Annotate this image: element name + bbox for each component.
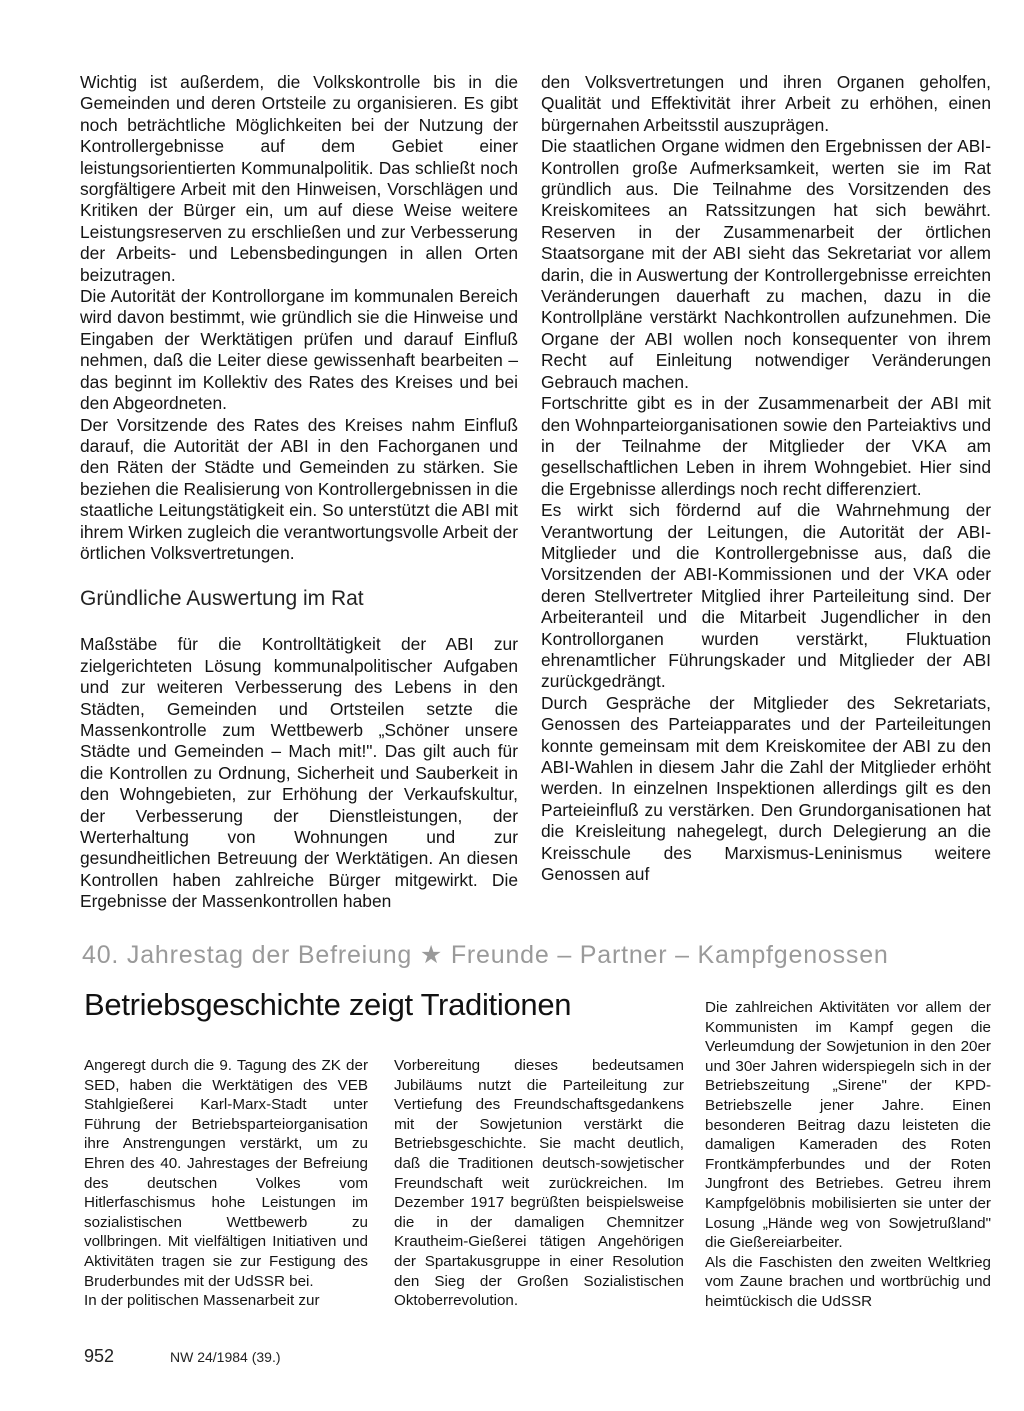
star-icon: ★ bbox=[419, 941, 444, 969]
section-subheading: Gründliche Auswertung im Rat bbox=[80, 587, 364, 611]
article-column-left bbox=[80, 72, 518, 913]
article-column-2 bbox=[394, 1056, 684, 1311]
page-number: 952 bbox=[84, 1346, 115, 1366]
paragraph: Vorbereitung dieses bedeutsamen Jubiläums nutzt die Parteileitung zur Vertiefung des Freundschaftsgedankens mit der Sowjetunion verstärkt die Betriebsgeschichte. Sie macht deutlich, daß die Traditionen deutsch-sowjetischer Freundschaft weit zurückreichen. Im Dezember 1917 begrüßten beispielsweise die in der damaligen Chemnitzer Krautheim-Gießerei tätigen Angehörigen der Spartakusgruppe in einer Resolution den Sieg der Großen Sozialistischen Oktoberrevolution. bbox=[394, 1057, 684, 1310]
paragraph: Als die Faschisten den zweiten Weltkrieg vom Zaune brachen und wortbrüchig und heimtückisch die UdSSR bbox=[705, 1253, 991, 1310]
paragraph: Fortschritte gibt es in der Zusammenarbeit der ABI mit den Wohnparteiorganisationen sowie den Parteiaktivs und in der Teilnahme der Mitglieder der VKA am gesellschaftlichen Leben in ihrem Wohngebiet. Hier sind die Ergebnisse allerdings noch recht differenziert. bbox=[541, 393, 991, 499]
paragraph: Angeregt durch die 9. Tagung des ZK der SED, haben die Werktätigen des VEB Stahlgießerei Karl-Marx-Stadt unter Führung der Betriebsparteiorganisation ihre Anstrengungen verstärkt, um zu Ehren des 40. Jahrestages der Befreiung des deutschen Volkes vom Hitlerfaschismus hohe Leistungen im sozialistischen Wettbewerb zu vollbringen. Mit vielfältigen Initiativen und Aktivitäten tragen sie zur Festigung des Bruderbundes mit der UdSSR bei. bbox=[84, 1057, 368, 1290]
banner-right-text: Freunde – Partner – Kampfgenossen bbox=[450, 941, 889, 969]
article-column-right bbox=[541, 72, 991, 885]
paragraph: den Volksvertretungen und ihren Organen geholfen, Qualität und Effektivität ihrer Arbeit zu erhöhen, einen bürgernahen Arbeitsstil auszuprägen. bbox=[541, 72, 991, 135]
paragraph: Der Vorsitzende des Rates des Kreises nahm Einfluß darauf, die Autorität der ABI in den Fachorganen und den Räten der Städte und Gemeinden zu stärken. Sie beziehen die Realisierung von Kontrollergebnissen in die staatliche Leitungstätigkeit ein. So unterstützt die ABI mit ihrem Wirken zugleich die verantwortungsvolle Arbeit der örtlichen Volksvertretungen. bbox=[80, 414, 518, 563]
paragraph: Maßstäbe für die Kontrolltätigkeit der ABI zur zielgerichteten Lösung kommunalpolitischer Aufgaben und zur weiteren Verbesserung des Lebens in den Städten, Gemeinden und Ortsteilen setzte die Massenkontrolle zum Wettbewerb „Schöner unsere Städte und Gemeinden – Mach mit!". Das gilt auch für die Kontrollen zu Ordnung, Sicherheit und Sauberkeit in den Wohngebieten, zur Erhöhung der Verkaufskultur, der Verbesserung der Dienstleistungen, der Werterhaltung von Wohnungen und zur gesundheitlichen Betreuung der Werktätigen. An diesen Kontrollen haben zahlreiche Bürger mitgewirkt. Die Ergebnisse der Massenkontrollen haben bbox=[80, 634, 518, 912]
issue-reference: NW 24/1984 (39.) bbox=[170, 1349, 281, 1365]
paragraph: In der politischen Massenarbeit zur bbox=[84, 1292, 320, 1310]
paragraph: Die zahlreichen Aktivitäten vor allem der Kommunisten im Kampf gegen die Verleumdung der Sowjetunion in den 20er und 30er Jahren widerspiegeln sich in der Betriebszeitung „Sirene" der KPD-Betriebszelle jener Jahre. Einen besonderen Beitrag dazu leisteten die damaligen Kameraden des Roten Frontkämpferbundes und der Roten Jungfront des Betriebes. Getreu ihrem Kampfgelöbnis mobilisierten sie unter der Losung „Hände weg von Sowjetrußland" die Gießereiarbeiter. bbox=[705, 999, 991, 1252]
anniversary-banner bbox=[82, 940, 1002, 970]
paragraph: Durch Gespräche der Mitglieder des Sekretariats, Genossen des Parteiapparates und der Parteileitungen konnte gemeinsam mit dem Kreiskomitee der ABI zu den ABI-Wahlen in diesem Jahr die Zahl der Mitglieder erhöht werden. In einzelnen Inspektionen allerdings gilt es den Parteieinfluß zu verstärken. Den Grundorganisationen hat die Kreisleitung nahegelegt, durch Delegierung an die Kreisschule des Marxismus-Leninismus weitere Genossen auf bbox=[541, 692, 991, 885]
article-headline: Betriebsgeschichte zeigt Traditionen bbox=[84, 987, 572, 1022]
article-column-3 bbox=[705, 998, 991, 1312]
paragraph: Die staatlichen Organe widmen den Ergebnissen der ABI-Kontrollen große Aufmerksamkeit, werten sie im Rat gründlich aus. Die Teilnahme des Vorsitzenden des Kreiskomitees an Ratssitzungen hat sich bewährt. Reserven in der Zusammenarbeit der örtlichen Staatsorgane mit der ABI sieht das Sekretariat vor allem darin, die in Auswertung der Kontrollergebnisse erreichten Veränderungen dauerhaft zu machen, dazu in die Kontrollpläne verstärkt Nachkontrollen aufzunehmen. Die Organe der ABI wollen noch konsequenter von ihrem Recht auf Einleitung notwendiger Veränderungen Gebrauch machen. bbox=[541, 136, 991, 392]
paragraph: Es wirkt sich fördernd auf die Wahrnehmung der Verantwortung der Leitungen, die Autorität der ABI-Mitglieder und die Kontrollergebnisse aus, daß die Vorsitzenden der ABI-Kommissionen und der VKA oder deren Stellvertreter Mitglied ihrer Parteileitung sind. Der Arbeiteranteil und die Mitarbeit Jugendlicher in den Kontrollorganen wurden verstärkt, Fluktuation ehrenamtlicher Führungskader und Mitglieder der ABI zurückgedrängt. bbox=[541, 500, 991, 692]
paragraph: Wichtig ist außerdem, die Volkskontrolle bis in die Gemeinden und deren Ortsteile zu organisieren. Es gibt noch beträchtliche Möglichkeiten bei der Nutzung der Kontrollergebnisse auf dem Gebiet einer leistungsorientierten Kommunalpolitik. Das schließt noch sorgfältigere Arbeit mit den Hinweisen, Vorschlägen und Kritiken der Bürger ein, um auf diese Weise weitere Leistungsreserven zu erschließen und zur Verbesserung der Arbeits- und Lebensbedingungen in allen Orten beizutragen. bbox=[80, 72, 518, 285]
paragraph: Die Autorität der Kontrollorgane im kommunalen Bereich wird davon bestimmt, wie gründlich sie die Hinweise und Eingaben der Werktätigen prüfen und darauf Einfluß nehmen, daß die Leiter diese gewissenhaft bearbeiten – das beginnt im Kollektiv des Rates des Kreises und bei den Abgeordneten. bbox=[80, 286, 518, 414]
article-column-1 bbox=[84, 1056, 368, 1311]
banner-left-text: 40. Jahrestag der Befreiung bbox=[82, 941, 413, 969]
